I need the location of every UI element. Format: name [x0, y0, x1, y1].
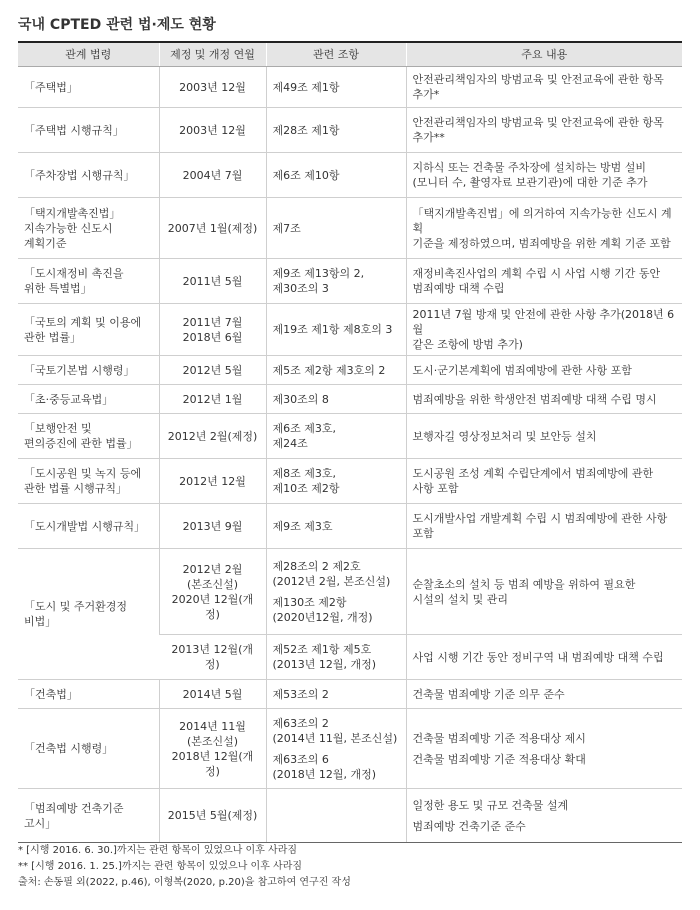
clause-cell	[266, 789, 406, 843]
date-cell: 2014년 5월	[159, 680, 266, 709]
content-cell: 도시공원 조성 계획 수립단계에서 범죄예방에 관한 사항 포함	[406, 459, 682, 504]
header-clause: 관련 조항	[266, 42, 406, 67]
source-note: 출처: 손동필 외(2022, p.46), 이형복(2020, p.20)을 참고하여 연구진 작성	[18, 877, 351, 888]
clause-cell: 제9조 제3호	[266, 504, 406, 549]
clause-cell: 제30조의 8	[266, 385, 406, 414]
table-row	[18, 67, 682, 108]
content-line: 건축물 범죄예방 기준 적용대상 확대	[412, 752, 586, 766]
law-cell: 「도시공원 및 녹지 등에 관한 법률 시행규칙」	[18, 459, 159, 504]
law-cell: 「주택법」	[18, 67, 159, 108]
content-cell: 지하식 또는 건축물 주차장에 설치하는 방범 설비 (모니터 수, 촬영자료 보관기관)에 대한 기준 추가	[406, 153, 682, 198]
clause-line: 제28조의 2 제2호 (2012년 2월, 본조신설)	[272, 559, 391, 588]
clause-line: 제63조의 2 (2014년 11월, 본조신설)	[272, 716, 398, 745]
law-cell: 「초·중등교육법」	[18, 385, 159, 414]
content-cell: 안전관리책임자의 방범교육 및 안전교육에 관한 항목 추가*	[406, 67, 682, 108]
clause-cell: 제6조 제3호, 제24조	[266, 414, 406, 459]
content-cell: 순찰초소의 설치 등 범죄 예방을 위하여 필요한 시설의 설치 및 관리	[406, 549, 682, 635]
table-row	[18, 198, 682, 259]
content-cell: 사업 시행 기간 동안 정비구역 내 범죄예방 대책 수립	[406, 635, 682, 680]
law-cell: 「범죄예방 건축기준 고시」	[18, 789, 159, 843]
law-cell: 「국토기본법 시행령」	[18, 356, 159, 385]
clause-cell	[266, 549, 406, 635]
clause-line: 제63조의 6 (2018년 12월, 개정)	[272, 752, 377, 781]
table-header-row	[18, 42, 682, 67]
law-cell: 「도시개발법 시행규칙」	[18, 504, 159, 549]
content-cell	[406, 709, 682, 789]
date-cell: 2003년 12월	[159, 108, 266, 153]
law-cell: 「건축법 시행령」	[18, 709, 159, 789]
content-line: 건축물 범죄예방 기준 적용대상 제시	[412, 731, 586, 745]
law-cell: 「주택법 시행규칙」	[18, 108, 159, 153]
clause-cell: 제5조 제2항 제3호의 2	[266, 356, 406, 385]
table-row	[18, 789, 682, 843]
table-row	[18, 459, 682, 504]
law-cell: 「주차장법 시행규칙」	[18, 153, 159, 198]
clause-cell: 제7조	[266, 198, 406, 259]
date-cell: 2003년 12월	[159, 67, 266, 108]
content-cell: 「택지개발촉진법」에 의거하여 지속가능한 신도시 계획 기준을 제정하였으며, 범죄예방을 위한 계획 기준 포함	[406, 198, 682, 259]
clause-line: 제130조 제2항 (2020년12월, 개정)	[272, 595, 373, 624]
content-cell: 도시·군기본계획에 범죄예방에 관한 사항 포함	[406, 356, 682, 385]
clause-cell: 제19조 제1항 제8호의 3	[266, 304, 406, 356]
clause-cell: 제8조 제3호, 제10조 제2항	[266, 459, 406, 504]
date-cell: 2014년 11월 (본조신설) 2018년 12월(개정)	[159, 709, 266, 789]
law-cell: 「보행안전 및 편의증진에 관한 법률」	[18, 414, 159, 459]
content-cell: 범죄예방을 위한 학생안전 범죄예방 대책 수립 명시	[406, 385, 682, 414]
table-row	[18, 108, 682, 153]
header-law: 관계 법령	[18, 42, 159, 67]
content-line: 범죄예방 건축기준 준수	[412, 819, 526, 833]
clause-cell	[266, 709, 406, 789]
date-cell: 2012년 5월	[159, 356, 266, 385]
page-title: 국내 CPTED 관련 법·제도 현황	[18, 17, 216, 33]
date-cell: 2011년 5월	[159, 259, 266, 304]
date-cell: 2004년 7월	[159, 153, 266, 198]
clause-cell: 제49조 제1항	[266, 67, 406, 108]
table-row	[18, 304, 682, 356]
clause-cell: 제6조 제10항	[266, 153, 406, 198]
law-cell: 「도시재정비 촉진을 위한 특별법」	[18, 259, 159, 304]
law-cell: 「도시 및 주거환경정 비법」	[18, 549, 159, 680]
table-row	[18, 385, 682, 414]
table-row	[18, 259, 682, 304]
content-cell	[406, 789, 682, 843]
table-row	[18, 709, 682, 789]
law-cell: 「택지개발촉진법」 지속가능한 신도시 계획기준	[18, 198, 159, 259]
date-cell: 2013년 9월	[159, 504, 266, 549]
content-cell: 재정비촉진사업의 계획 수립 시 사업 시행 기간 동안 범죄예방 대책 수립	[406, 259, 682, 304]
date-cell: 2013년 12월(개정)	[159, 635, 266, 680]
clause-cell: 제52조 제1항 제5호 (2013년 12월, 개정)	[266, 635, 406, 680]
table-row	[18, 680, 682, 709]
table-row	[18, 414, 682, 459]
table-row	[18, 549, 682, 635]
clause-cell: 제9조 제13항의 2, 제30조의 3	[266, 259, 406, 304]
clause-cell: 제53조의 2	[266, 680, 406, 709]
footnote: ** [시행 2016. 1. 25.]까지는 관련 항목이 있었으나 이후 사라짐	[18, 861, 303, 872]
table-row	[18, 153, 682, 198]
footnote: * [시행 2016. 6. 30.]까지는 관련 항목이 있었으나 이후 사라짐	[18, 845, 298, 856]
date-cell: 2012년 12월	[159, 459, 266, 504]
date-cell: 2012년 2월 (본조신설) 2020년 12월(개정)	[159, 549, 266, 635]
date-cell: 2011년 7월 2018년 6월	[159, 304, 266, 356]
law-cell: 「건축법」	[18, 680, 159, 709]
date-cell: 2012년 1월	[159, 385, 266, 414]
footnotes	[18, 843, 351, 891]
content-cell: 보행자길 영상정보처리 및 보안등 설치	[406, 414, 682, 459]
content-cell: 건축물 범죄예방 기준 의무 준수	[406, 680, 682, 709]
date-cell: 2007년 1월(제정)	[159, 198, 266, 259]
date-cell: 2015년 5월(제정)	[159, 789, 266, 843]
content-cell: 안전관리책임자의 방범교육 및 안전교육에 관한 항목 추가**	[406, 108, 682, 153]
content-line: 일정한 용도 및 규모 건축물 설계	[412, 798, 569, 812]
header-content: 주요 내용	[406, 42, 682, 67]
table-row	[18, 356, 682, 385]
cpted-law-table	[18, 41, 682, 843]
clause-cell: 제28조 제1항	[266, 108, 406, 153]
header-date: 제정 및 개정 연월	[159, 42, 266, 67]
content-cell: 2011년 7월 방재 및 안전에 관한 사항 추가(2018년 6월 같은 조항에 방범 추가)	[406, 304, 682, 356]
content-cell: 도시개발사업 개발계획 수립 시 범죄예방에 관한 사항 포함	[406, 504, 682, 549]
table-row	[18, 504, 682, 549]
law-cell: 「국토의 계획 및 이용에 관한 법률」	[18, 304, 159, 356]
date-cell: 2012년 2월(제정)	[159, 414, 266, 459]
